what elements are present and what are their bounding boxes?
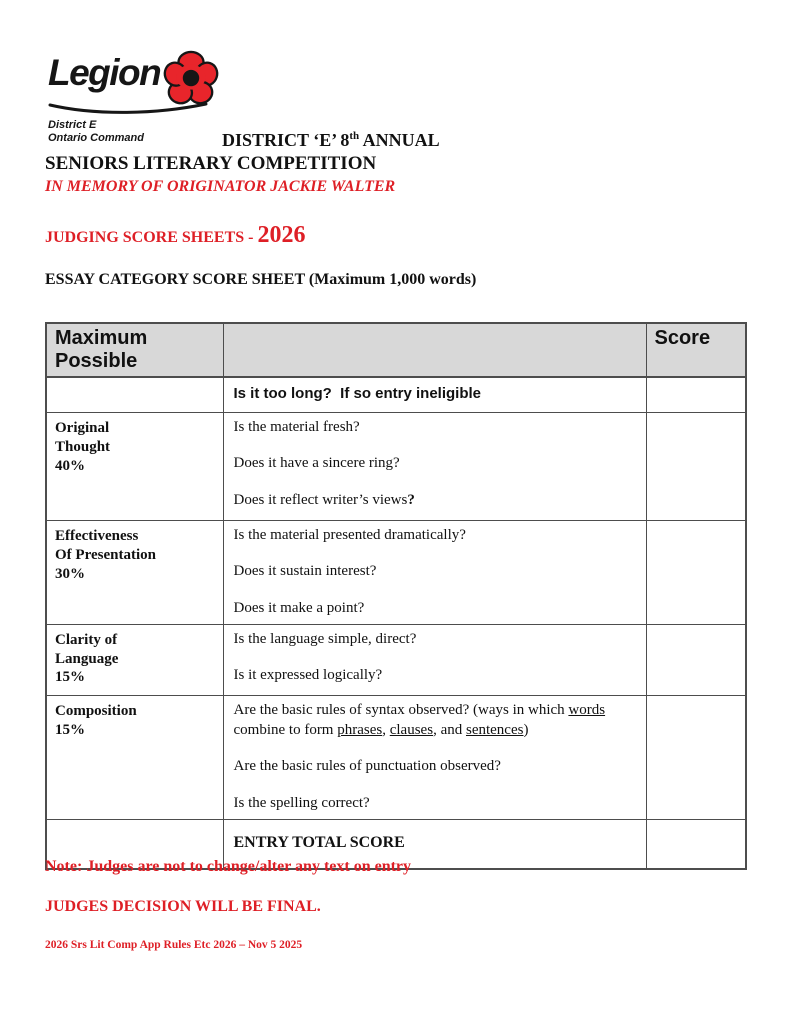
judging-heading: JUDGING SCORE SHEETS - 2026 [45, 222, 306, 248]
questions-cell [223, 695, 646, 819]
score-table-body [46, 377, 746, 869]
note-no-alter: Note: Judges are not to change/alter any text on entry [45, 858, 412, 875]
judges-notes [45, 858, 411, 916]
table-row [46, 413, 746, 521]
question-text: ENTRY TOTAL SCORE [233, 834, 405, 852]
criterion-cell: Clarity of Language 15% [46, 624, 223, 695]
questions-cell [223, 521, 646, 625]
column-header-criteria [223, 323, 646, 377]
table-row [46, 695, 746, 819]
question-text: Is the language simple, direct? [233, 630, 417, 647]
question-text: Are the basic rules of punctuation observed? [233, 758, 501, 775]
question-text: Are the basic rules of syntax observed? (ways in which words combine to form phrases, clauses, and sentences) [233, 701, 609, 738]
title-block [45, 130, 745, 196]
table-row [46, 377, 746, 413]
logo-subtext-district: District E [48, 119, 97, 131]
title-line-1: DISTRICT ‘E’ 8th ANNUAL [222, 130, 440, 150]
questions-cell [223, 377, 646, 413]
poppy-icon [162, 50, 220, 108]
legion-logo-text: Legion [48, 52, 161, 93]
score-cell [646, 413, 746, 521]
column-header-maximum-possible: Maximum Possible [46, 323, 223, 377]
question-text: Is the material presented dramatically? [233, 527, 466, 543]
questions-cell [223, 624, 646, 695]
note-final-decision: JUDGES DECISION WILL BE FINAL. [45, 898, 321, 915]
table-row [46, 624, 746, 695]
question-text: Does it reflect writer’s views? [233, 491, 415, 508]
score-cell [646, 819, 746, 869]
question-text: Is the spelling correct? [233, 794, 370, 811]
criterion-cell [46, 377, 223, 413]
document-footer: 2026 Srs Lit Comp App Rules Etc 2026 – Nov 5 2025 [45, 939, 303, 951]
question-text: Does it have a sincere ring? [233, 455, 400, 472]
score-cell [646, 624, 746, 695]
score-cell [646, 377, 746, 413]
logo-subtext-command: Ontario Command [48, 131, 144, 144]
criterion-cell: Effectiveness Of Presentation 30% [46, 521, 223, 625]
table-row [46, 521, 746, 625]
question-text: Does it make a point? [233, 599, 365, 616]
criterion-cell: Composition 15% [46, 695, 223, 819]
score-cell [646, 695, 746, 819]
category-heading: ESSAY CATEGORY SCORE SHEET (Maximum 1,000 words) [45, 271, 477, 288]
score-cell [646, 521, 746, 625]
question-text: Is it too long? If so entry ineligible [233, 385, 482, 402]
criterion-cell: Original Thought 40% [46, 413, 223, 521]
score-table [45, 322, 747, 870]
ordinal-superscript: th [349, 130, 360, 142]
judging-year: 2026 [257, 222, 306, 248]
title-line-2: SENIORS LITERARY COMPETITION [45, 153, 377, 174]
table-header-row [46, 323, 746, 377]
questions-cell [223, 413, 646, 521]
question-text: Does it sustain interest? [233, 563, 377, 580]
question-text: Is it expressed logically? [233, 667, 383, 683]
column-header-score: Score [646, 323, 746, 377]
question-text: Is the material fresh? [233, 419, 360, 435]
memorial-line: IN MEMORY OF ORIGINATOR JACKIE WALTER [45, 178, 396, 195]
